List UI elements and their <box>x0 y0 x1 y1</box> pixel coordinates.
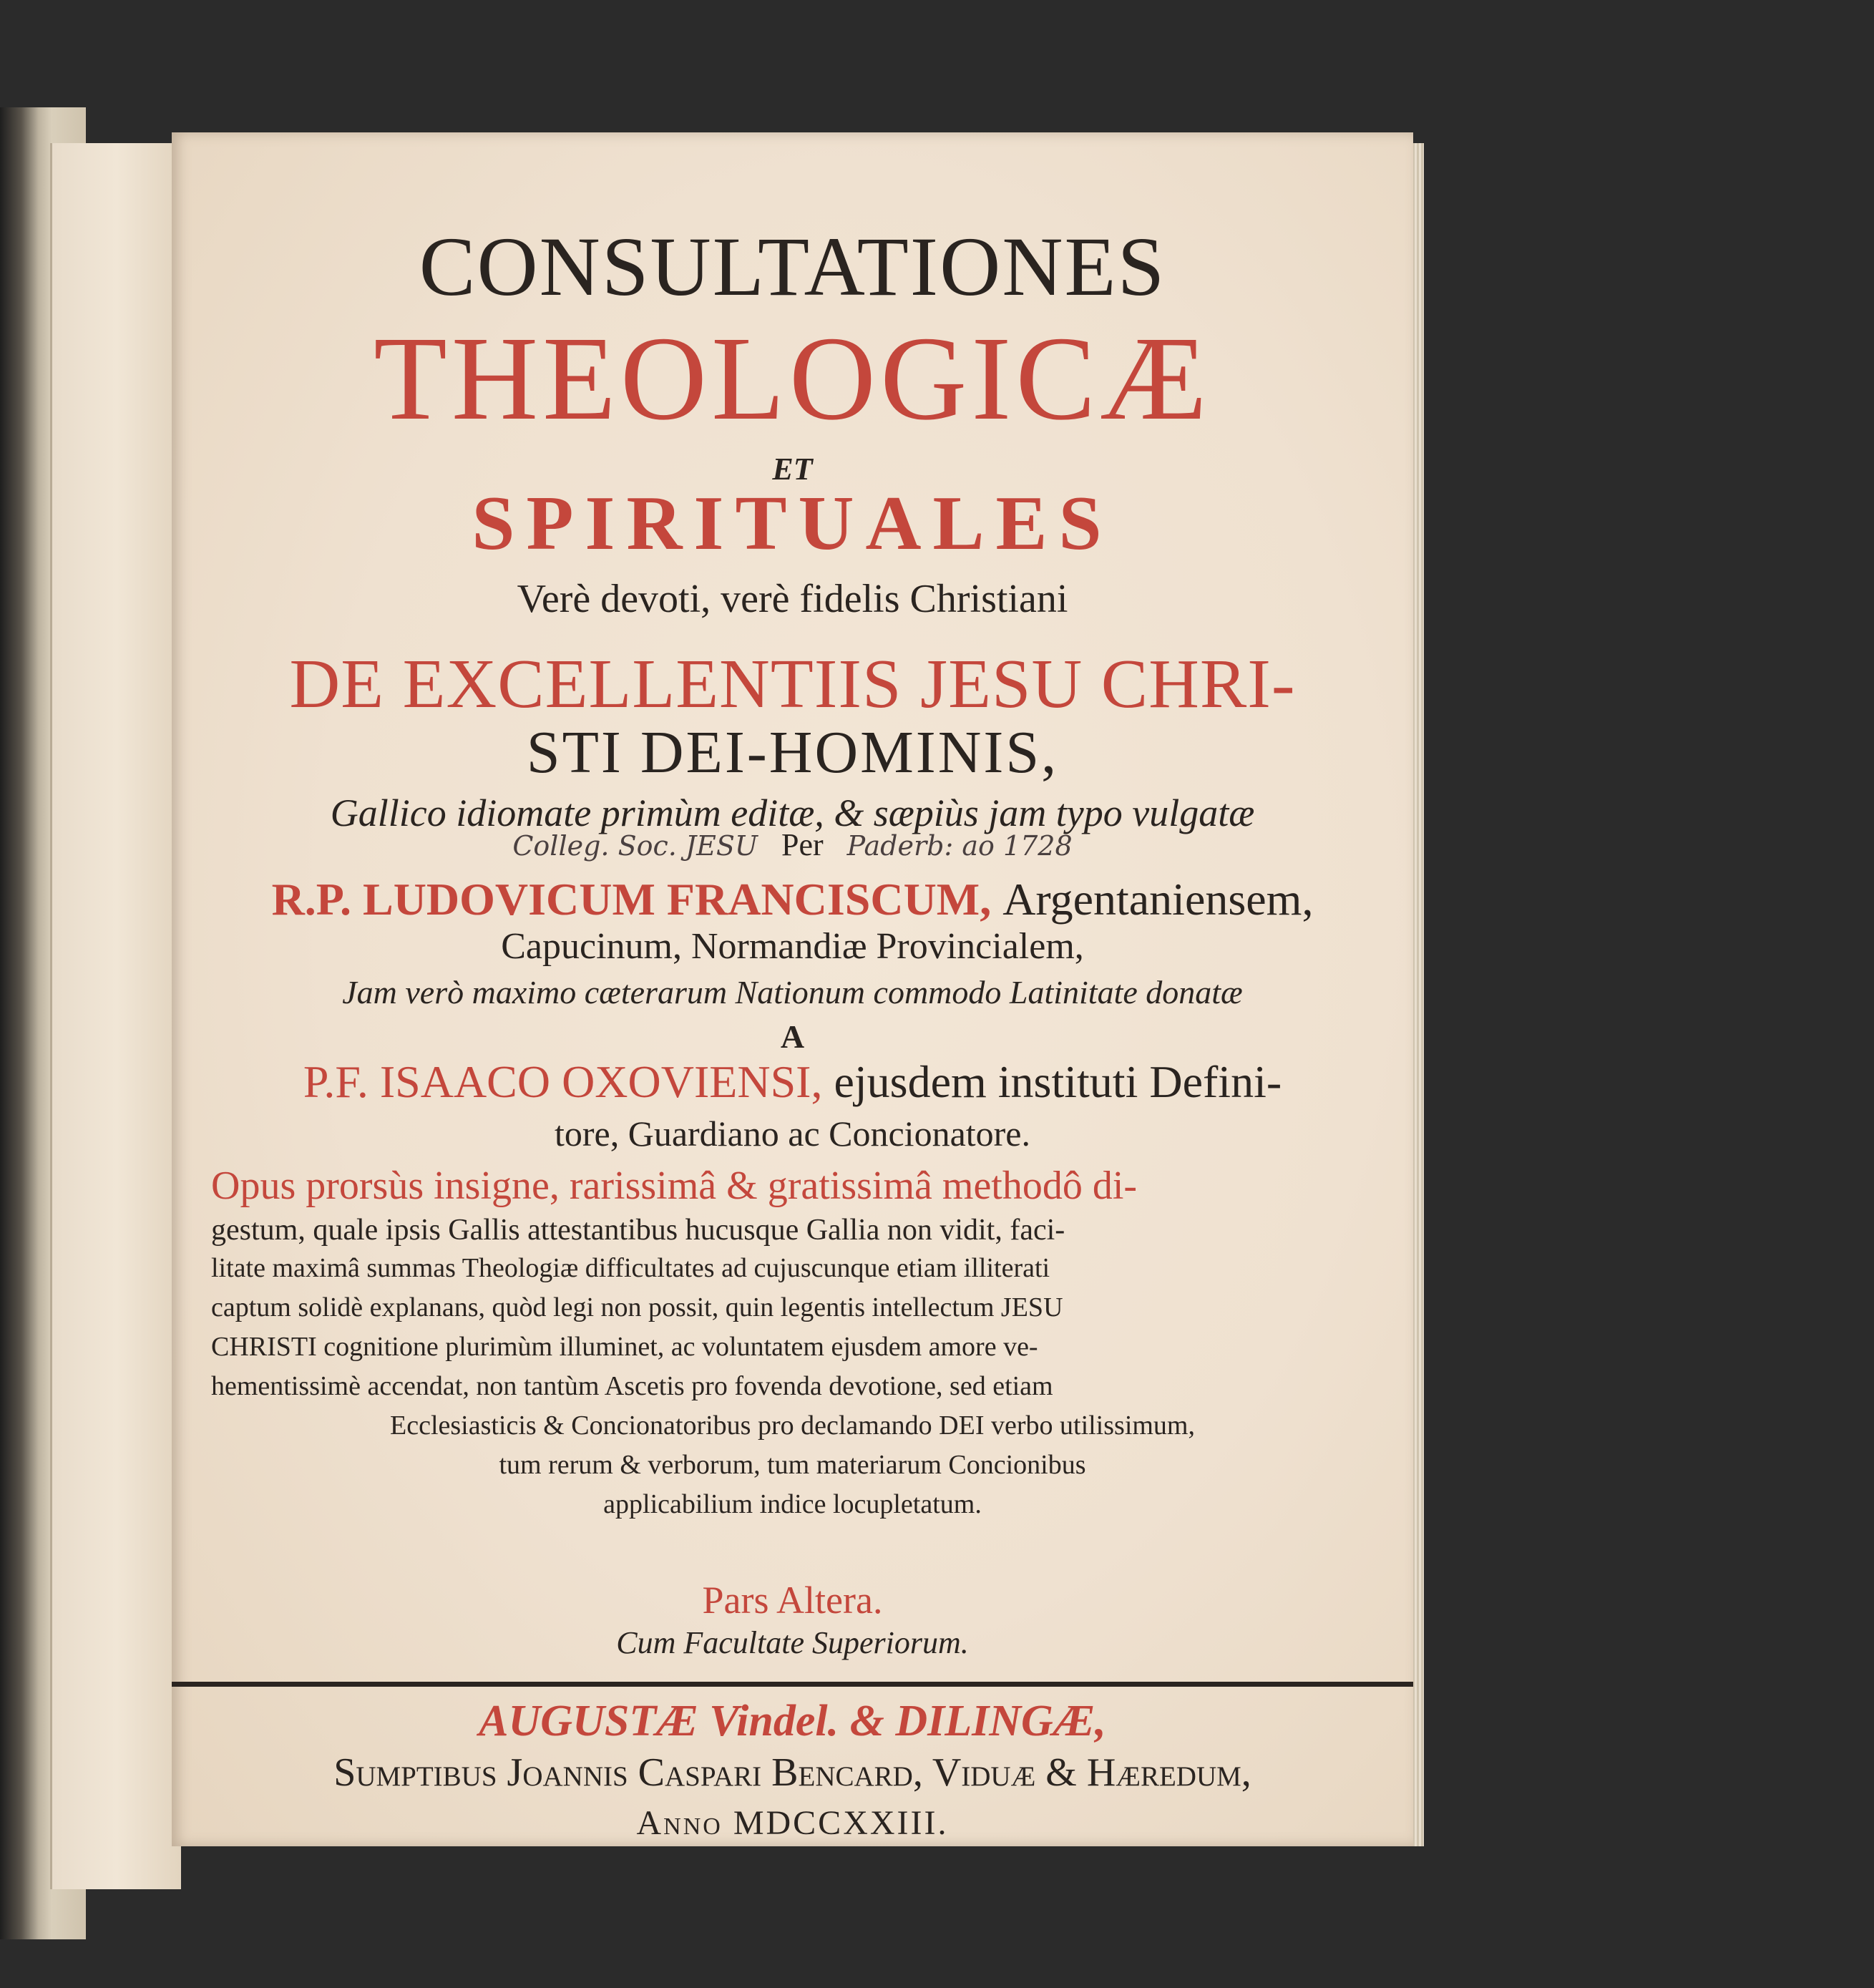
subject-line-2: STI DEI-HOMINIS, <box>526 719 1059 786</box>
imprint-year: Anno MDCCXXIII. <box>636 1804 949 1842</box>
author-name: R.P. LUDOVICUM FRANCISCUM, <box>271 874 992 925</box>
subject-line-1: DE EXCELLENTIIS JESU CHRI- <box>289 645 1296 723</box>
description-line-6: hementissimè accendat, non tantùm Ascetis pro fovenda devotione, sed etiam <box>211 1371 1053 1401</box>
by-label: A <box>780 1018 805 1055</box>
translation-note: Jam verò maximo cæterarum Nationum commodo Latinitate donatæ <box>342 974 1243 1010</box>
imprint-publisher: Sumptibus Joannis Caspari Bencard, Viduæ & Hæredum, <box>333 1750 1251 1795</box>
author-line <box>172 873 1413 926</box>
translator-line <box>172 1056 1413 1108</box>
translator-name: P.F. ISAACO OXOVIENSI, <box>303 1056 823 1107</box>
title-page <box>172 132 1413 1846</box>
handwritten-note-left: Colleg. Soc. JESU <box>512 830 758 862</box>
left-page-edge <box>50 143 181 1889</box>
author-origin: Argentaniensem, <box>1002 874 1314 925</box>
description-line-3: litate maximâ summas Theologiæ difficultates ad cujuscunque etiam illiterati <box>211 1253 1050 1283</box>
title-line-4: SPIRITUALES <box>472 481 1113 566</box>
permission-note: Cum Facultate Superiorum. <box>616 1625 969 1660</box>
imprint-place: AUGUSTÆ Vindel. & DILINGÆ, <box>479 1697 1106 1745</box>
title-line-1: CONSULTATIONES <box>419 220 1166 313</box>
description-line-7: Ecclesiasticis & Concionatoribus pro declamando DEI verbo utilissimum, <box>390 1410 1195 1441</box>
divider-rule <box>172 1682 1413 1687</box>
handwritten-note-right: Paderb: ao 1728 <box>846 830 1073 862</box>
title-line-3: ET <box>772 452 813 487</box>
translator-title: tore, Guardiano ac Concionatore. <box>554 1114 1030 1154</box>
subtitle-line: Verè devoti, verè fidelis Christiani <box>517 577 1068 621</box>
description-line-2: gestum, quale ipsis Gallis attestantibus hucusque Gallia non vidit, faci- <box>211 1214 1065 1247</box>
description-line-8: tum rerum & verborum, tum materiarum Concionibus <box>499 1450 1086 1480</box>
per-label: Per <box>781 827 824 862</box>
handwritten-line <box>172 827 1413 863</box>
part-label: Pars Altera. <box>702 1579 883 1622</box>
description-line-4: captum solidè explanans, quòd legi non possit, quin legentis intellectum JESU <box>211 1292 1063 1322</box>
edition-note: Gallico idiomate primùm editæ, & sæpiùs jam typo vulgatæ <box>330 791 1255 834</box>
translator-office: ejusdem instituti Defini- <box>834 1056 1282 1107</box>
author-title: Capucinum, Normandiæ Provincialem, <box>501 926 1084 967</box>
description-line-1: Opus prorsùs insigne, rarissimâ & gratissimâ methodô di- <box>211 1164 1138 1208</box>
title-line-2: THEOLOGICÆ <box>374 312 1211 445</box>
description-line-9: applicabilium indice locupletatum. <box>603 1489 982 1519</box>
description-line-5: CHRISTI cognitione plurimùm illuminet, ac voluntatem ejusdem amore ve- <box>211 1332 1038 1362</box>
